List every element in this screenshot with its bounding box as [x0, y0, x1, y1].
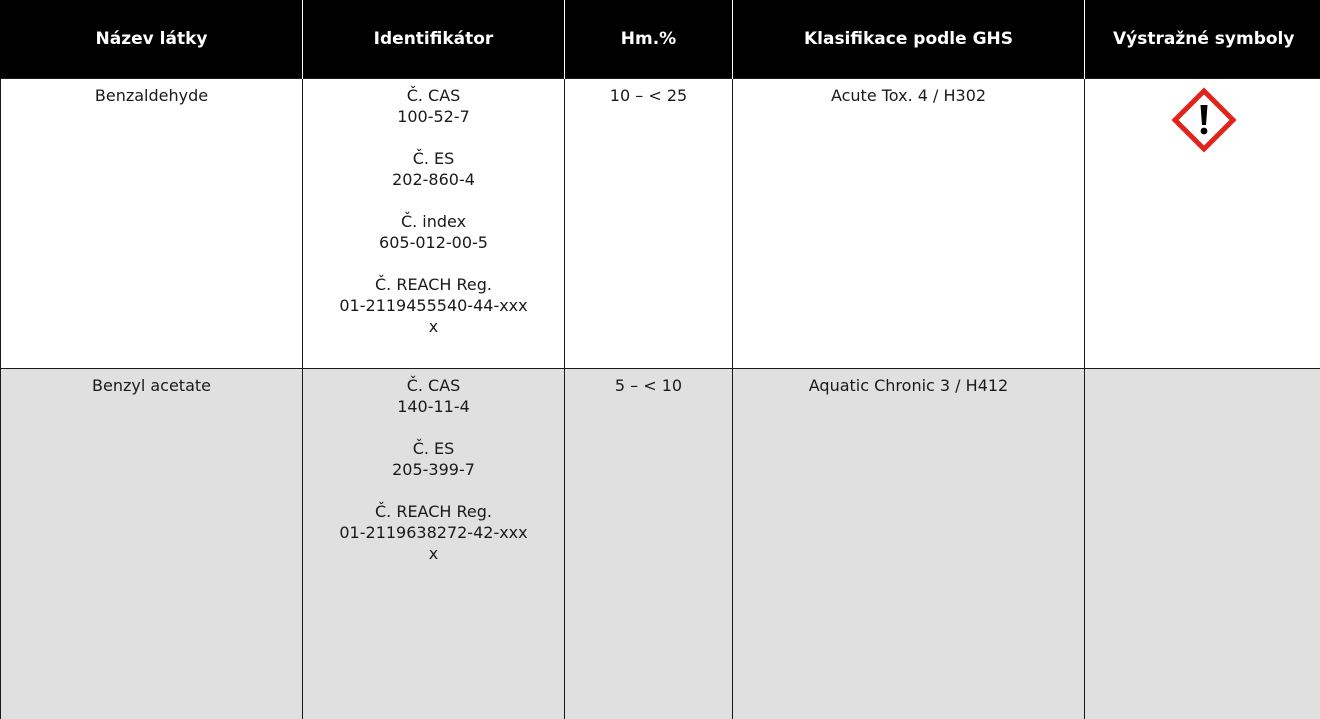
reach-identifier	[307, 501, 560, 564]
identifier-cell	[303, 369, 565, 719]
hazard-symbols-cell	[1085, 79, 1320, 369]
substance-name-cell: Benzaldehyde	[1, 79, 303, 369]
identifier-label: Č. REACH Reg.	[374, 502, 492, 521]
identifier-label: Č. index	[400, 212, 467, 231]
identifier-cell	[303, 79, 565, 369]
weight-percent-cell: 10 – < 25	[565, 79, 733, 369]
header-substance-name: Název látky	[1, 0, 303, 79]
identifier-label: Č. CAS	[406, 376, 461, 395]
identifier-value: 100-52-7	[397, 107, 470, 126]
identifier-value: 01-2119638272-42-xxxx	[339, 523, 528, 563]
ghs-classification-cell: Aquatic Chronic 3 / H412	[733, 369, 1085, 719]
identifier-value: 205-399-7	[392, 460, 475, 479]
header-row	[1, 0, 1320, 79]
weight-percent-cell: 5 – < 10	[565, 369, 733, 719]
table-row	[1, 369, 1320, 719]
identifier-value: 605-012-00-5	[379, 233, 488, 252]
identifier-value: 202-860-4	[392, 170, 475, 189]
substance-name-cell: Benzyl acetate	[1, 369, 303, 719]
index-identifier	[307, 211, 560, 253]
ghs07-exclamation-icon	[1171, 87, 1237, 153]
table-header	[1, 0, 1320, 79]
identifier-label: Č. REACH Reg.	[374, 275, 492, 294]
header-hazard-symbols: Výstražné symboly	[1085, 0, 1320, 79]
header-ghs-classification: Klasifikace podle GHS	[733, 0, 1085, 79]
ghs-classification-cell: Acute Tox. 4 / H302	[733, 79, 1085, 369]
cas-identifier	[307, 375, 560, 417]
reach-identifier	[307, 274, 560, 337]
cas-identifier	[307, 85, 560, 127]
header-weight-percent: Hm.%	[565, 0, 733, 79]
header-identifier: Identifikátor	[303, 0, 565, 79]
identifier-label: Č. CAS	[406, 86, 461, 105]
identifier-label: Č. ES	[412, 439, 455, 458]
identifier-value: 140-11-4	[397, 397, 470, 416]
es-identifier	[307, 148, 560, 190]
table-row	[1, 79, 1320, 369]
es-identifier	[307, 438, 560, 480]
hazard-symbols-cell	[1085, 369, 1320, 719]
identifier-label: Č. ES	[412, 149, 455, 168]
identifier-value: 01-2119455540-44-xxxx	[339, 296, 528, 336]
